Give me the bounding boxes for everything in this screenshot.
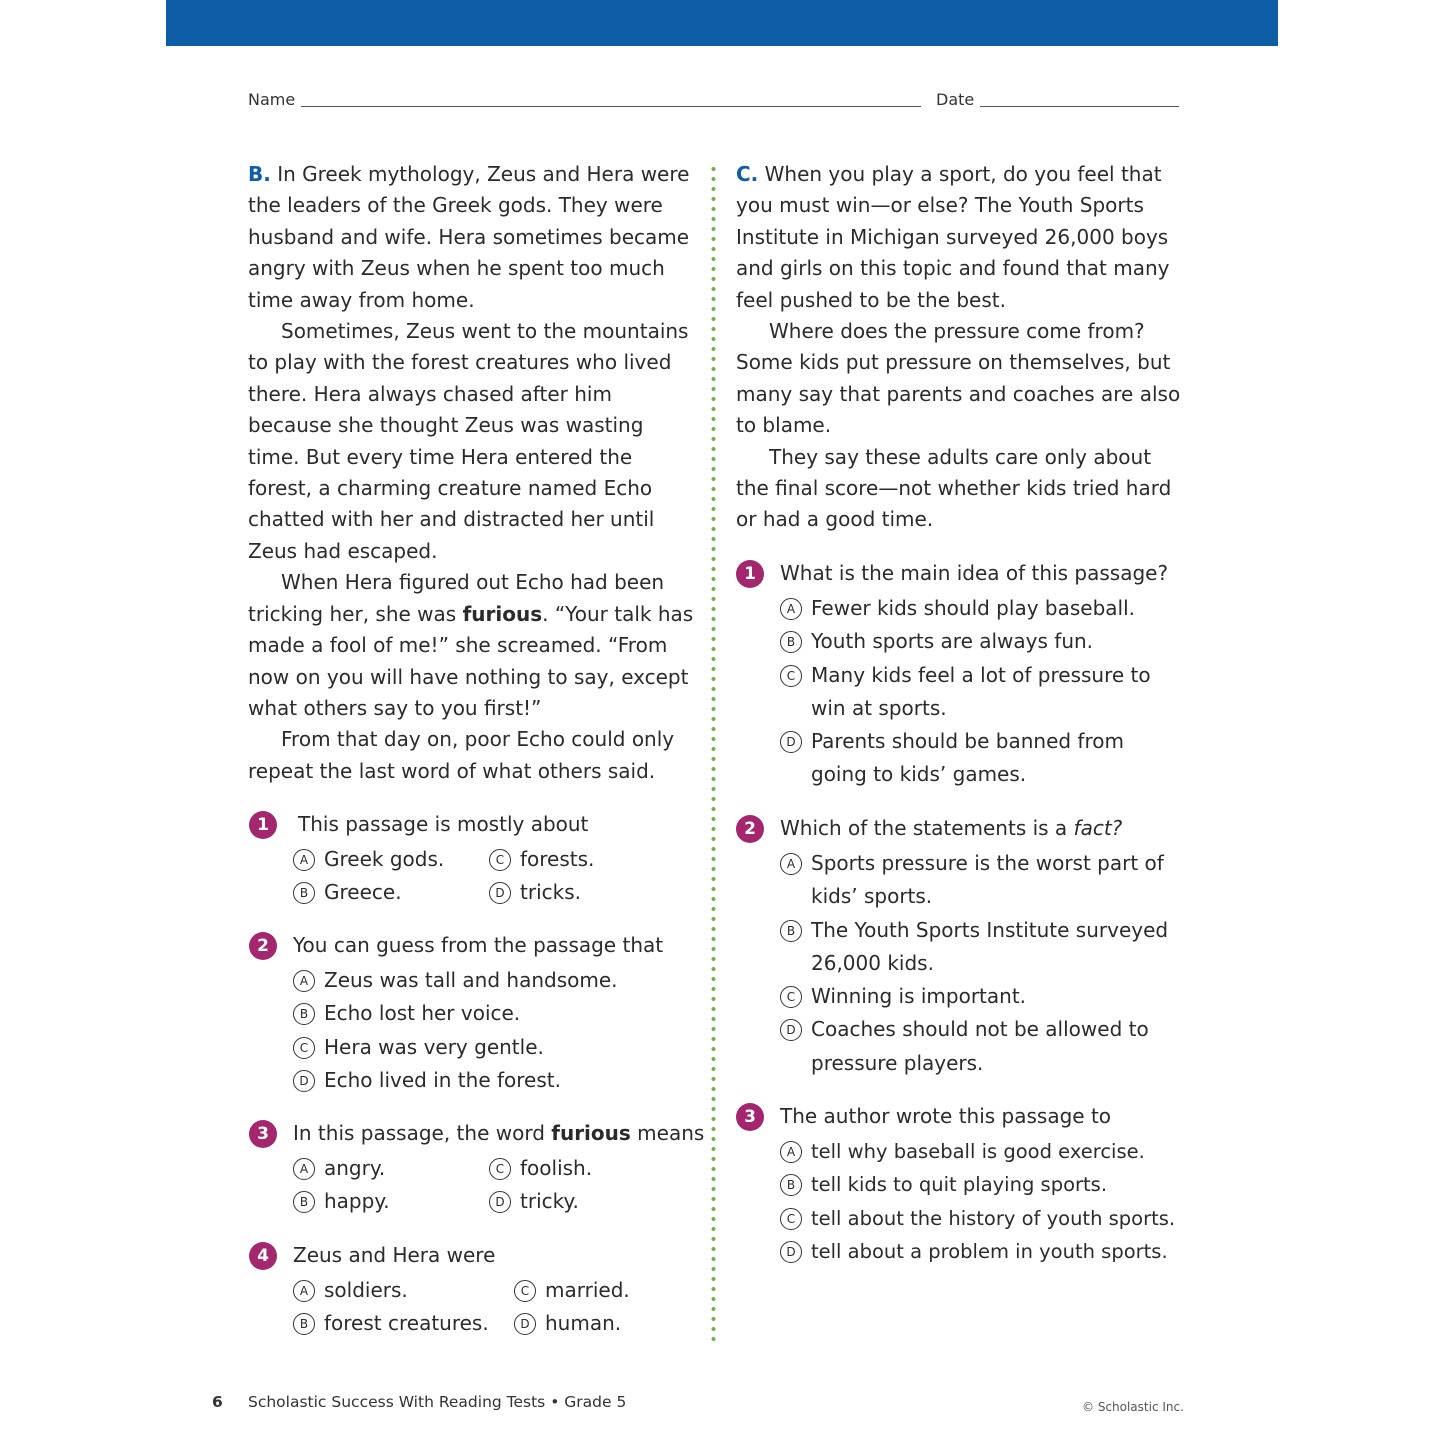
bubble-icon[interactable]: C: [514, 1280, 536, 1302]
passage-c-paragraph-1: C. When you play a sport, do you feel that you must win—or else? The Youth Sports Institute in Michigan surveyed 26,000 boys and girls on this topic and found that many feel pushed to be the best.: [736, 162, 1170, 312]
answer-options: [293, 964, 618, 1097]
date-field[interactable]: [980, 106, 1179, 107]
bubble-icon[interactable]: C: [489, 849, 511, 871]
question-text: This passage is mostly about: [298, 812, 589, 836]
answer-option[interactable]: D tricky.: [489, 1185, 579, 1218]
answer-option[interactable]: A soldiers.: [293, 1274, 408, 1307]
bubble-icon[interactable]: A: [293, 970, 315, 992]
book-title: Scholastic Success With Reading Tests • Grade 5: [248, 1393, 627, 1411]
bubble-icon[interactable]: A: [293, 849, 315, 871]
answer-option[interactable]: A Greek gods.: [293, 843, 444, 876]
bubble-icon[interactable]: A: [293, 1280, 315, 1302]
answer-option[interactable]: B tell kids to quit playing sports.: [780, 1168, 1185, 1201]
bubble-icon[interactable]: A: [780, 853, 802, 875]
answer-options: [780, 592, 1180, 792]
question-number-badge: 1: [249, 811, 277, 839]
passage-c: [736, 159, 1186, 536]
question-b4: [249, 1242, 689, 1342]
section-letter-b: B.: [248, 162, 271, 186]
bubble-icon[interactable]: B: [293, 1191, 315, 1213]
header-banner: [166, 0, 1278, 46]
name-date-row: [248, 90, 1180, 112]
copyright: © Scholastic Inc.: [1082, 1400, 1184, 1414]
bubble-icon[interactable]: A: [780, 598, 802, 620]
bubble-icon[interactable]: D: [780, 1019, 802, 1041]
name-field[interactable]: [301, 106, 921, 107]
question-text: In this passage, the word furious means: [293, 1121, 705, 1145]
answer-option[interactable]: D Parents should be banned from going to kids’ games.: [780, 725, 1151, 792]
bubble-icon[interactable]: B: [780, 1174, 802, 1196]
bubble-icon[interactable]: C: [780, 986, 802, 1008]
vocab-word: furious: [462, 601, 543, 626]
answer-option[interactable]: A angry.: [293, 1152, 385, 1185]
section-letter-c: C.: [736, 162, 759, 186]
bubble-icon[interactable]: C: [780, 1208, 802, 1230]
passage-b-paragraph-2: Sometimes, Zeus went to the mountains to play with the forest creatures who lived there. Hera always chased after him because she thought Zeus was wasting time. But every time Hera entered the forest, a charming creature named Echo chatted with her and distracted her until Zeus had escaped.: [248, 319, 689, 563]
bubble-icon[interactable]: A: [293, 1158, 315, 1180]
answer-option[interactable]: C forests.: [489, 843, 594, 876]
bubble-icon[interactable]: B: [780, 631, 802, 653]
passage-c-paragraph-3: They say these adults care only about the final score—not whether kids tried hard or had a good time.: [736, 444, 1172, 532]
passage-b-paragraph-3: When Hera figured out Echo had been tricking her, she was furious. “Your talk has made a fool of me!” she screamed. “From now on you will have nothing to say, except what others say to you first!”: [248, 570, 694, 720]
question-number-badge: 2: [249, 932, 277, 960]
answer-option[interactable]: A Zeus was tall and handsome.: [293, 964, 618, 997]
answer-option[interactable]: A tell why baseball is good exercise.: [780, 1135, 1185, 1168]
bubble-icon[interactable]: C: [489, 1158, 511, 1180]
column-divider: [711, 164, 716, 1342]
answer-option[interactable]: A Fewer kids should play baseball.: [780, 592, 1180, 625]
question-text: The author wrote this passage to: [780, 1104, 1112, 1128]
answer-option[interactable]: C Winning is important.: [780, 980, 1180, 1013]
answer-option[interactable]: B forest creatures.: [293, 1307, 489, 1340]
vocab-word: furious: [551, 1121, 631, 1145]
passage-c-paragraph-2: Where does the pressure come from? Some kids put pressure on themselves, but many say that parents and coaches are also to blame.: [736, 319, 1181, 438]
name-label: Name: [248, 90, 296, 109]
question-number-badge: 3: [736, 1103, 764, 1131]
question-number-badge: 4: [249, 1242, 277, 1270]
question-number-badge: 2: [736, 815, 764, 843]
bubble-icon[interactable]: B: [293, 1313, 315, 1335]
answer-option[interactable]: B The Youth Sports Institute surveyed 26,000 kids.: [780, 914, 1176, 981]
date-label: Date: [936, 90, 975, 109]
bubble-icon[interactable]: D: [780, 1241, 802, 1263]
passage-b-paragraph-4: From that day on, poor Echo could only repeat the last word of what others said.: [248, 727, 675, 783]
answer-option[interactable]: C Hera was very gentle.: [293, 1031, 618, 1064]
bubble-icon[interactable]: D: [489, 1191, 511, 1213]
bubble-icon[interactable]: C: [293, 1037, 315, 1059]
question-c3: [736, 1103, 1186, 1273]
answer-option[interactable]: C Many kids feel a lot of pressure to win at sports.: [780, 659, 1161, 726]
bubble-icon[interactable]: B: [780, 920, 802, 942]
question-b3: [249, 1120, 705, 1220]
answer-option[interactable]: C married.: [514, 1274, 630, 1307]
answer-options: [780, 847, 1180, 1080]
page-number: 6: [212, 1393, 223, 1411]
answer-option[interactable]: D Coaches should not be allowed to pressure players.: [780, 1013, 1161, 1080]
bubble-icon[interactable]: A: [780, 1141, 802, 1163]
question-text: Which of the statements is a fact?: [780, 816, 1123, 840]
bubble-icon[interactable]: D: [293, 1070, 315, 1092]
bubble-icon[interactable]: D: [514, 1313, 536, 1335]
answer-option[interactable]: A Sports pressure is the worst part of kids’ sports.: [780, 847, 1171, 914]
answer-option[interactable]: D human.: [514, 1307, 621, 1340]
passage-b: [248, 159, 696, 787]
bubble-icon[interactable]: C: [780, 665, 802, 687]
answer-option[interactable]: C foolish.: [489, 1152, 592, 1185]
bubble-icon[interactable]: B: [293, 1003, 315, 1025]
bubble-icon[interactable]: D: [489, 882, 511, 904]
answer-option[interactable]: B happy.: [293, 1185, 390, 1218]
question-number-badge: 3: [249, 1120, 277, 1148]
answer-option[interactable]: B Greece.: [293, 876, 402, 909]
question-text: You can guess from the passage that: [293, 933, 664, 957]
answer-options: [780, 1135, 1185, 1268]
question-c2: [736, 815, 1186, 1085]
answer-option[interactable]: D tricks.: [489, 876, 581, 909]
question-b1: [249, 811, 689, 911]
question-text: What is the main idea of this passage?: [780, 561, 1169, 585]
question-number-badge: 1: [736, 560, 764, 588]
question-b2: [249, 932, 689, 1102]
question-c1: [736, 560, 1186, 795]
answer-option[interactable]: C tell about the history of youth sports.: [780, 1202, 1185, 1235]
answer-option[interactable]: B Echo lost her voice.: [293, 997, 618, 1030]
bubble-icon[interactable]: B: [293, 882, 315, 904]
bubble-icon[interactable]: D: [780, 731, 802, 753]
answer-option[interactable]: B Youth sports are always fun.: [780, 625, 1180, 658]
question-text: Zeus and Hera were: [293, 1243, 496, 1267]
answer-option[interactable]: D Echo lived in the forest.: [293, 1064, 618, 1097]
passage-b-paragraph-1: B. In Greek mythology, Zeus and Hera were the leaders of the Greek gods. They were husband and wife. Hera sometimes became angry with Zeus when he spent too much time away from home.: [248, 162, 690, 312]
answer-option[interactable]: D tell about a problem in youth sports.: [780, 1235, 1185, 1268]
